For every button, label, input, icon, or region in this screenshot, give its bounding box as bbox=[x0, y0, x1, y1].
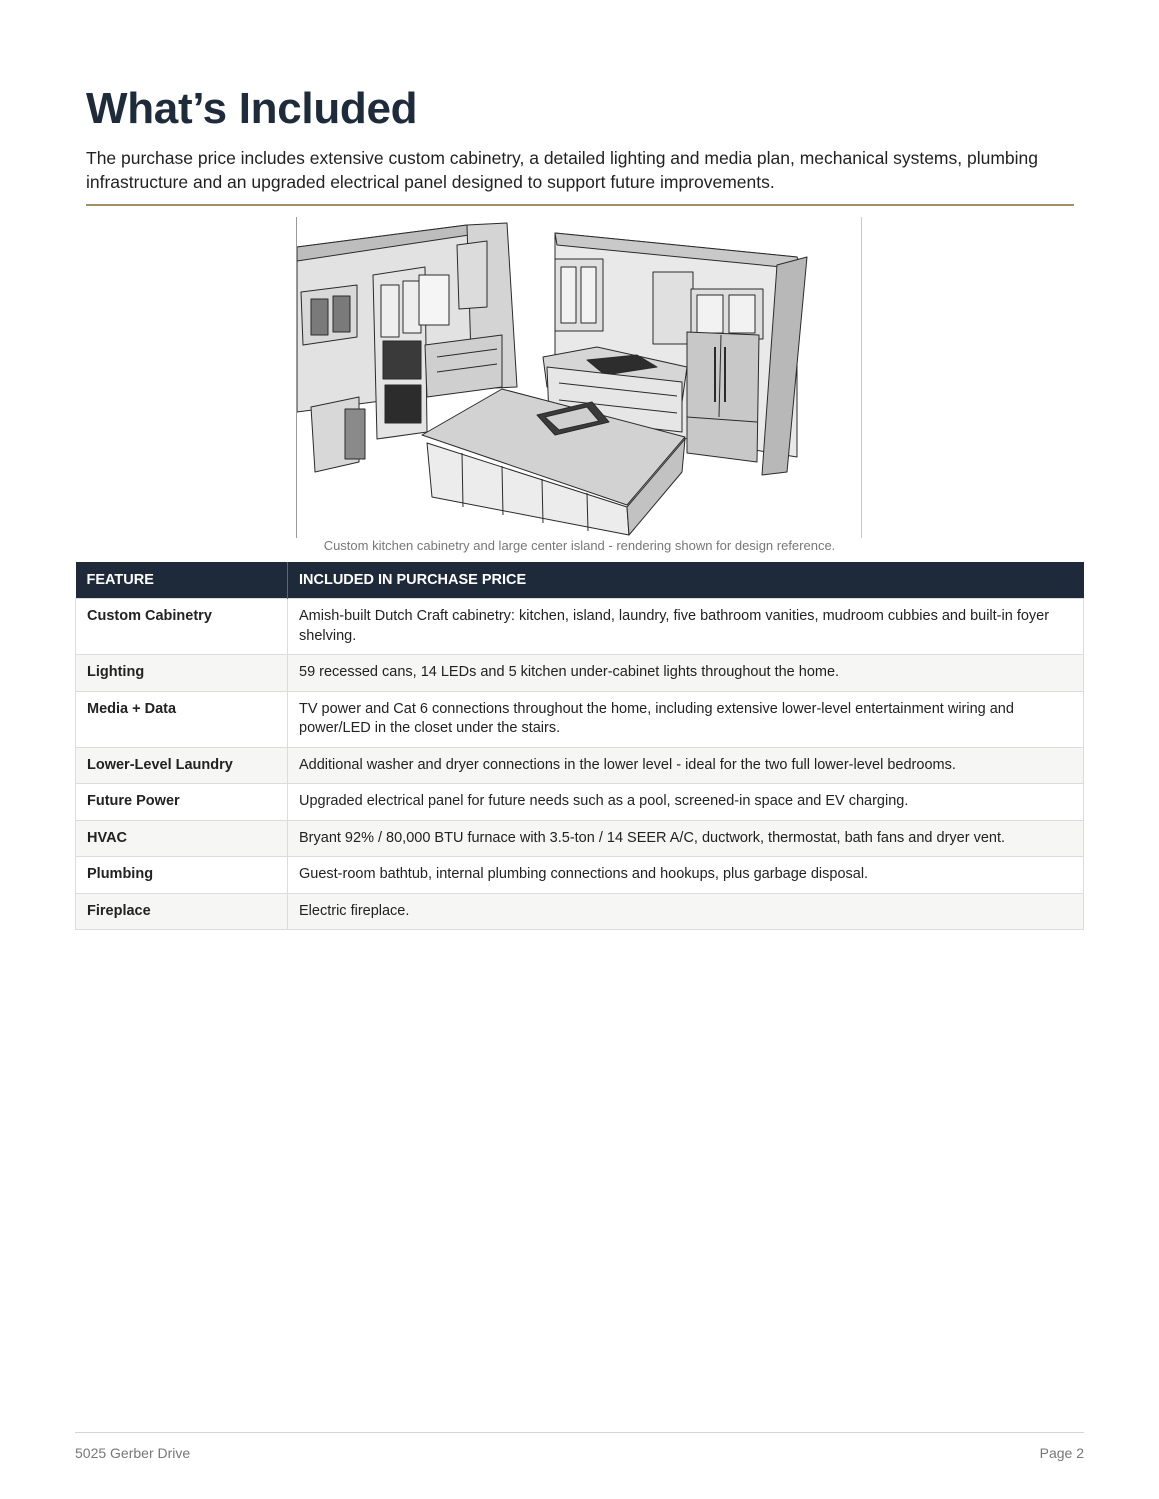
page-title: What’s Included bbox=[86, 84, 418, 133]
feature-name: Future Power bbox=[76, 784, 288, 821]
page-number: Page 2 bbox=[1039, 1445, 1084, 1461]
column-header-feature: FEATURE bbox=[76, 562, 288, 599]
feature-name: Fireplace bbox=[76, 893, 288, 930]
table-row bbox=[76, 655, 1084, 692]
column-header-included: INCLUDED IN PURCHASE PRICE bbox=[288, 562, 1084, 599]
intro-paragraph: The purchase price includes extensive custom cabinetry, a detailed lighting and media plan, mechanical systems, plumbing infrastructure and an upgraded electrical panel designed to support future improvements. bbox=[86, 148, 1038, 192]
feature-detail: TV power and Cat 6 connections throughout the home, including extensive lower-level entertainment wiring and power/LED in the closet under the stairs. bbox=[288, 691, 1084, 747]
feature-detail: Bryant 92% / 80,000 BTU furnace with 3.5-ton / 14 SEER A/C, ductwork, thermostat, bath fans and dryer vent. bbox=[288, 820, 1084, 857]
figure-caption: Custom kitchen cabinetry and large center island - rendering shown for design reference. bbox=[323, 538, 836, 553]
feature-detail: Guest-room bathtub, internal plumbing connections and hookups, plus garbage disposal. bbox=[288, 857, 1084, 894]
table-row bbox=[76, 893, 1084, 930]
table-row bbox=[76, 691, 1084, 747]
feature-name: Plumbing bbox=[76, 857, 288, 894]
feature-detail: Electric fireplace. bbox=[288, 893, 1084, 930]
feature-name: Lighting bbox=[76, 655, 288, 692]
kitchen-rendering bbox=[296, 217, 862, 538]
feature-detail: Amish-built Dutch Craft cabinetry: kitchen, island, laundry, five bathroom vanities, mudroom cubbies and built-in foyer shelving. bbox=[288, 599, 1084, 655]
features-table bbox=[75, 562, 1084, 930]
table-row bbox=[76, 599, 1084, 655]
footer-divider bbox=[75, 1432, 1084, 1433]
feature-detail: 59 recessed cans, 14 LEDs and 5 kitchen under-cabinet lights throughout the home. bbox=[288, 655, 1084, 692]
table-header-row bbox=[76, 562, 1084, 599]
table-row bbox=[76, 857, 1084, 894]
feature-name: Custom Cabinetry bbox=[76, 599, 288, 655]
feature-name: Media + Data bbox=[76, 691, 288, 747]
footer-address: 5025 Gerber Drive bbox=[75, 1445, 191, 1461]
table-row bbox=[76, 820, 1084, 857]
feature-detail: Upgraded electrical panel for future needs such as a pool, screened-in space and EV charging. bbox=[288, 784, 1084, 821]
table-row bbox=[76, 747, 1084, 784]
feature-name: HVAC bbox=[76, 820, 288, 857]
feature-name: Lower-Level Laundry bbox=[76, 747, 288, 784]
feature-detail: Additional washer and dryer connections in the lower level - ideal for the two full lower-level bedrooms. bbox=[288, 747, 1084, 784]
section-divider bbox=[86, 204, 1074, 206]
table-row bbox=[76, 784, 1084, 821]
